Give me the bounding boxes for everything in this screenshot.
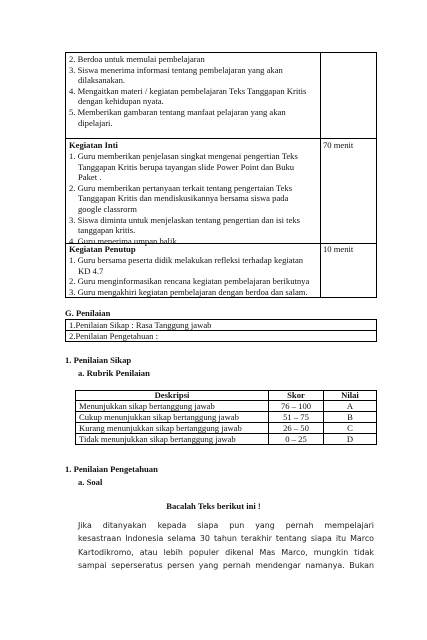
list-item: 2. Guru menginformasikan rencana kegiatan pembelajaran berikutnya [69, 276, 310, 287]
reading-title: Bacalah Teks berikut ini ! [166, 501, 261, 511]
penilaian-sikap-heading: 1. Penilaian Sikap [65, 355, 132, 365]
soal-heading: a. Soal [78, 477, 103, 487]
list-item: 3. Siswa diminta untuk menjelaskan tentang pengertian dan isi teks tanggapan kritis. [69, 214, 301, 236]
table-row: 1.Penilaian Sikap : Rasa Tanggung jawab [69, 320, 212, 330]
table-border-right [376, 390, 377, 445]
list-item: 2. Berdoa untuk memulai pembelajaran [69, 54, 205, 64]
column-header-deskripsi: Deskripsi [154, 390, 190, 400]
table-column-divider [320, 52, 321, 297]
table-cell-nilai: B [347, 412, 353, 422]
list-item: 4. Guru menerima umpan balik [69, 235, 177, 246]
table-cell-nilai: C [347, 423, 353, 433]
kegiatan-inti-heading: Kegiatan Inti [69, 140, 118, 150]
opening-activity-list [69, 54, 306, 128]
table-cell-nilai: A [346, 401, 354, 411]
table-cell-nilai: D [346, 434, 354, 444]
list-item: 3. Siswa menerima informasi tentang pembelajaran yang akan dilaksanakan. [69, 64, 283, 86]
reading-passage [78, 519, 374, 573]
list-item: 3. Guru mengakhiri kegiatan pembelajaran dengan berdoa dan salam. [69, 286, 308, 297]
passage-line: sampai seperseratus persen yang pernah mendengar namanya. Bukan [78, 561, 374, 571]
table-border-right [376, 319, 377, 342]
table-cell-skor: 26 – 50 [283, 423, 309, 433]
passage-line: kesastraan Indonesia selama 30 tahun terakhir tentang siapa itu Marco [78, 534, 374, 544]
passage-line: Jika ditanyakan kepada siapa pun yang pernah mempelajari [78, 521, 374, 530]
table-cell-deskripsi: Tidak menunjukkan sikap bertanggung jawab [79, 434, 236, 444]
passage-line: Kartodikromo, atau lebih populer dikenal Mas Marco, mungkin tidak [78, 547, 374, 557]
column-header-skor: Skor [287, 390, 305, 400]
penilaian-heading: G. Penilaian [65, 308, 111, 318]
table-cell-deskripsi: Menunjukkan sikap bertanggung jawab [79, 401, 215, 411]
list-item: 4. Mengaitkan materi / kegiatan pembelajaran Teks Tanggapan Kritis dengan kehidupan nyata. [69, 85, 307, 107]
table-cell-deskripsi: Cukup menunjukkan sikap bertanggung jawab [79, 412, 239, 422]
kegiatan-inti-duration: 70 menit [323, 140, 354, 150]
list-item: 2. Guru memberikan pertanyaan terkait tentang pengertaian Teks Tanggapan Kritis dan mendiskusikannya bersama siswa pada google classrorm [69, 182, 293, 214]
kegiatan-penutup-duration: 10 menit [323, 244, 354, 254]
table-row-divider [65, 138, 377, 139]
table-border-left [65, 319, 66, 342]
table-cell-skor: 76 – 100 [280, 401, 312, 411]
table-border-right [376, 52, 377, 297]
table-cell-skor: 51 – 75 [283, 412, 309, 422]
table-cell-skor: 0 – 25 [285, 434, 307, 444]
column-header-nilai: Nilai [341, 390, 359, 400]
list-item: 1. Guru bersama peserta didik melakukan refleksi terhadap kegiatan KD 4.7 [69, 255, 304, 276]
list-item: 5. Memberikan gambaran tentang manfaat pelajaran yang akan dipelajari. [69, 106, 286, 128]
table-border-left [65, 52, 66, 297]
kegiatan-inti-list [69, 151, 300, 246]
table-border-top [65, 52, 377, 53]
table-cell-deskripsi: Kurang menunjukkan sikap bertanggung jawab [79, 423, 242, 433]
table-row: 2.Penilaian Pengetahuan : [69, 331, 159, 341]
kegiatan-penutup-heading: Kegiatan Penutup [69, 244, 136, 254]
list-item: 1. Guru memberikan penjelasan singkat mengenai pengertian Teks Tanggapan Kritis berupa tayangan slide Power Point dan Buku Paket . [69, 151, 298, 183]
rubrik-penilaian-heading: a. Rubrik Penilaian [78, 368, 150, 378]
kegiatan-penutup-list [69, 255, 309, 297]
penilaian-pengetahuan-heading: 1. Penilaian Pengetahuan [65, 464, 158, 474]
